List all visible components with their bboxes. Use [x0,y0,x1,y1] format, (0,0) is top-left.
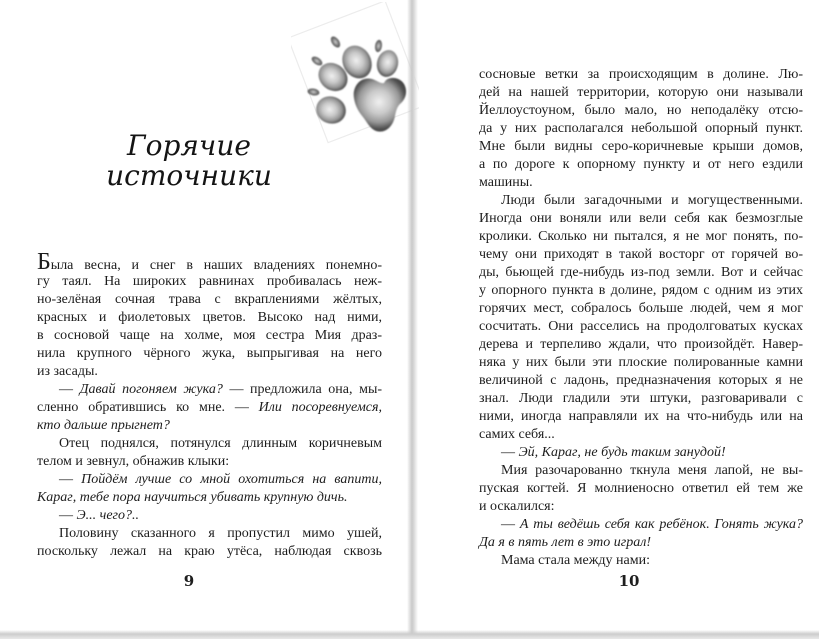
text-line [479,282,803,300]
text-segment: Мама стала между нами: [501,553,650,568]
text-line [37,381,382,399]
text-segment: — [501,517,520,532]
text-segment: красных и фиолетовых цветов. Высоко над ними, [37,310,382,325]
text-line [479,138,803,156]
text-line [479,156,803,174]
text-line [37,525,382,543]
text-line [479,498,803,516]
text-line [37,345,382,363]
text-line [479,300,803,318]
italic-text-segment: Давай погоняем жука? [79,382,223,397]
text-segment: сосчитать. Они расселись на продолговатых кусках [479,319,803,334]
text-line [479,102,803,120]
text-line [37,363,382,381]
text-segment: пуская когтей. Я молниеносно ответил ей тем же [479,481,803,496]
text-line [37,249,382,275]
text-segment: — предложила она, мы- [222,382,383,397]
text-line [479,246,803,264]
right-page [418,0,819,639]
text-segment: сосновые ветки за происходящим в долине. Лю- [479,67,803,82]
text-segment: самих себя... [479,427,555,442]
text-line [37,291,382,309]
text-line [479,390,803,408]
right-page-number: 10 [618,572,640,590]
right-page-text [479,66,803,570]
text-segment: кролики. Сколько ни пытался, я не мог понять, по- [479,229,803,244]
italic-text-segment: Да я в пять лет в это играл! [479,535,651,550]
text-segment: — [501,445,519,460]
text-line [37,273,382,291]
text-segment: гу таял. На широких равнинах пробивалась неж- [37,274,382,289]
page-gutter [407,0,418,639]
text-line [479,408,803,426]
chapter-title-line: Горячие [127,129,251,162]
text-line [479,228,803,246]
text-segment: машины. [479,175,533,190]
text-segment: — [59,472,82,487]
text-segment: Мне были видны серо-коричневые крыши домов, [479,139,803,154]
text-segment: да у них располагался небольшой опорный пункт. [479,121,803,136]
text-line [479,462,803,480]
italic-text-segment: Э... чего?.. [76,508,140,523]
text-segment: Отец поднялся, потянулся длинным коричневым [59,436,382,451]
text-line [37,417,382,435]
italic-text-segment: А ты ведёшь себя как ребёнок. Гонять жука? [519,517,804,532]
text-segment: нила крупного чёрного жука, выпрыгивая на него [37,346,382,361]
text-segment: ними, иногда направляли их на что-нибудь или на [479,409,803,424]
text-segment: сленно обратившись ко мне. — [37,400,259,415]
text-line [37,309,382,327]
text-segment: знал. Люди гладили эти штуки, разговаривали с [479,391,803,406]
text-segment: — [59,508,77,523]
text-line [479,552,803,570]
text-line [479,354,803,372]
text-line [479,264,803,282]
text-line [479,372,803,390]
text-segment: поскольку лежал на краю утёса, наблюдая сквозь [37,544,382,559]
text-line [37,327,382,345]
initial-letter: Б [37,249,51,275]
text-line [479,516,803,534]
paw-print-icon [291,2,419,148]
text-segment: ды, бьющей где-нибудь из-под земли. Вот и сейчас [479,265,803,280]
text-segment: и оскалился: [479,499,555,514]
text-line [37,471,382,489]
italic-text-segment: Или посоревнуемся, [258,400,382,415]
text-line [479,66,803,84]
text-segment: чему они приходят в такой восторг от горячей во- [479,247,803,262]
text-line [37,399,382,417]
text-segment: Люди были загадочными и могущественными. [501,193,803,208]
text-line [479,192,803,210]
text-line [37,435,382,453]
text-segment: Мия разочарованно ткнула меня лапой, не вы- [501,463,803,478]
text-segment: но-зелёная сочная трава с вкраплениями жёлтых, [37,292,382,307]
text-line [479,534,803,552]
text-segment: у опорного пункта в долине, рядом с одним из этих [479,283,803,298]
italic-text-segment: кто дальше прыгнет? [37,418,170,433]
text-segment: Половину сказанного я пропустил мимо ушей, [59,526,382,541]
left-page-text [37,249,383,561]
text-line [37,453,382,471]
text-segment: из засады. [37,364,98,379]
italic-text-segment: Эй, Караг, не будь таким занудой! [518,445,726,460]
text-line [479,318,803,336]
text-line [479,336,803,354]
text-segment: ыла весна, и снег в наших владениях понемно- [50,258,382,273]
italic-text-segment: Пойдём лучше со мной охотиться на вапити, [81,472,382,487]
text-segment: а по дороге к опорному пункту и от него ездили [479,157,803,172]
text-segment: величиной с ладонь, предназначения которых я не [479,373,803,388]
text-line [479,426,803,444]
text-line [479,444,803,462]
text-line [479,210,803,228]
left-page-number: 9 [183,572,195,590]
text-line [479,174,803,192]
text-segment: в сосновой чаще на холме, моя сестра Мия драз- [37,328,382,343]
text-line [479,84,803,102]
text-segment: Йеллоустоуном, было мало, но неподалёку отсю- [479,103,803,118]
chapter-title-line: источники [106,159,272,192]
text-line [479,480,803,498]
page-bottom-edge [0,630,819,639]
text-line [37,507,382,525]
text-segment: телом и зевнул, обнажив клыки: [37,454,230,469]
text-line [37,489,382,507]
text-segment: дерева и терпеливо ждали, что произойдёт. Навер- [479,337,803,352]
text-segment: Иногда они воняли или вели себя как безмозглые [479,211,803,226]
chapter-title [36,131,342,191]
text-line [37,543,382,561]
italic-text-segment: Караг, тебе пора научиться убивать крупную дичь. [37,490,348,505]
text-line [479,120,803,138]
text-segment: дей на нашей территории, которую они называли [479,85,803,100]
text-segment: няка у них были эти плоские полированные камни [479,355,803,370]
text-segment: горячих мест, собралось больше людей, чем я мог [479,301,803,316]
text-segment: — [59,382,80,397]
